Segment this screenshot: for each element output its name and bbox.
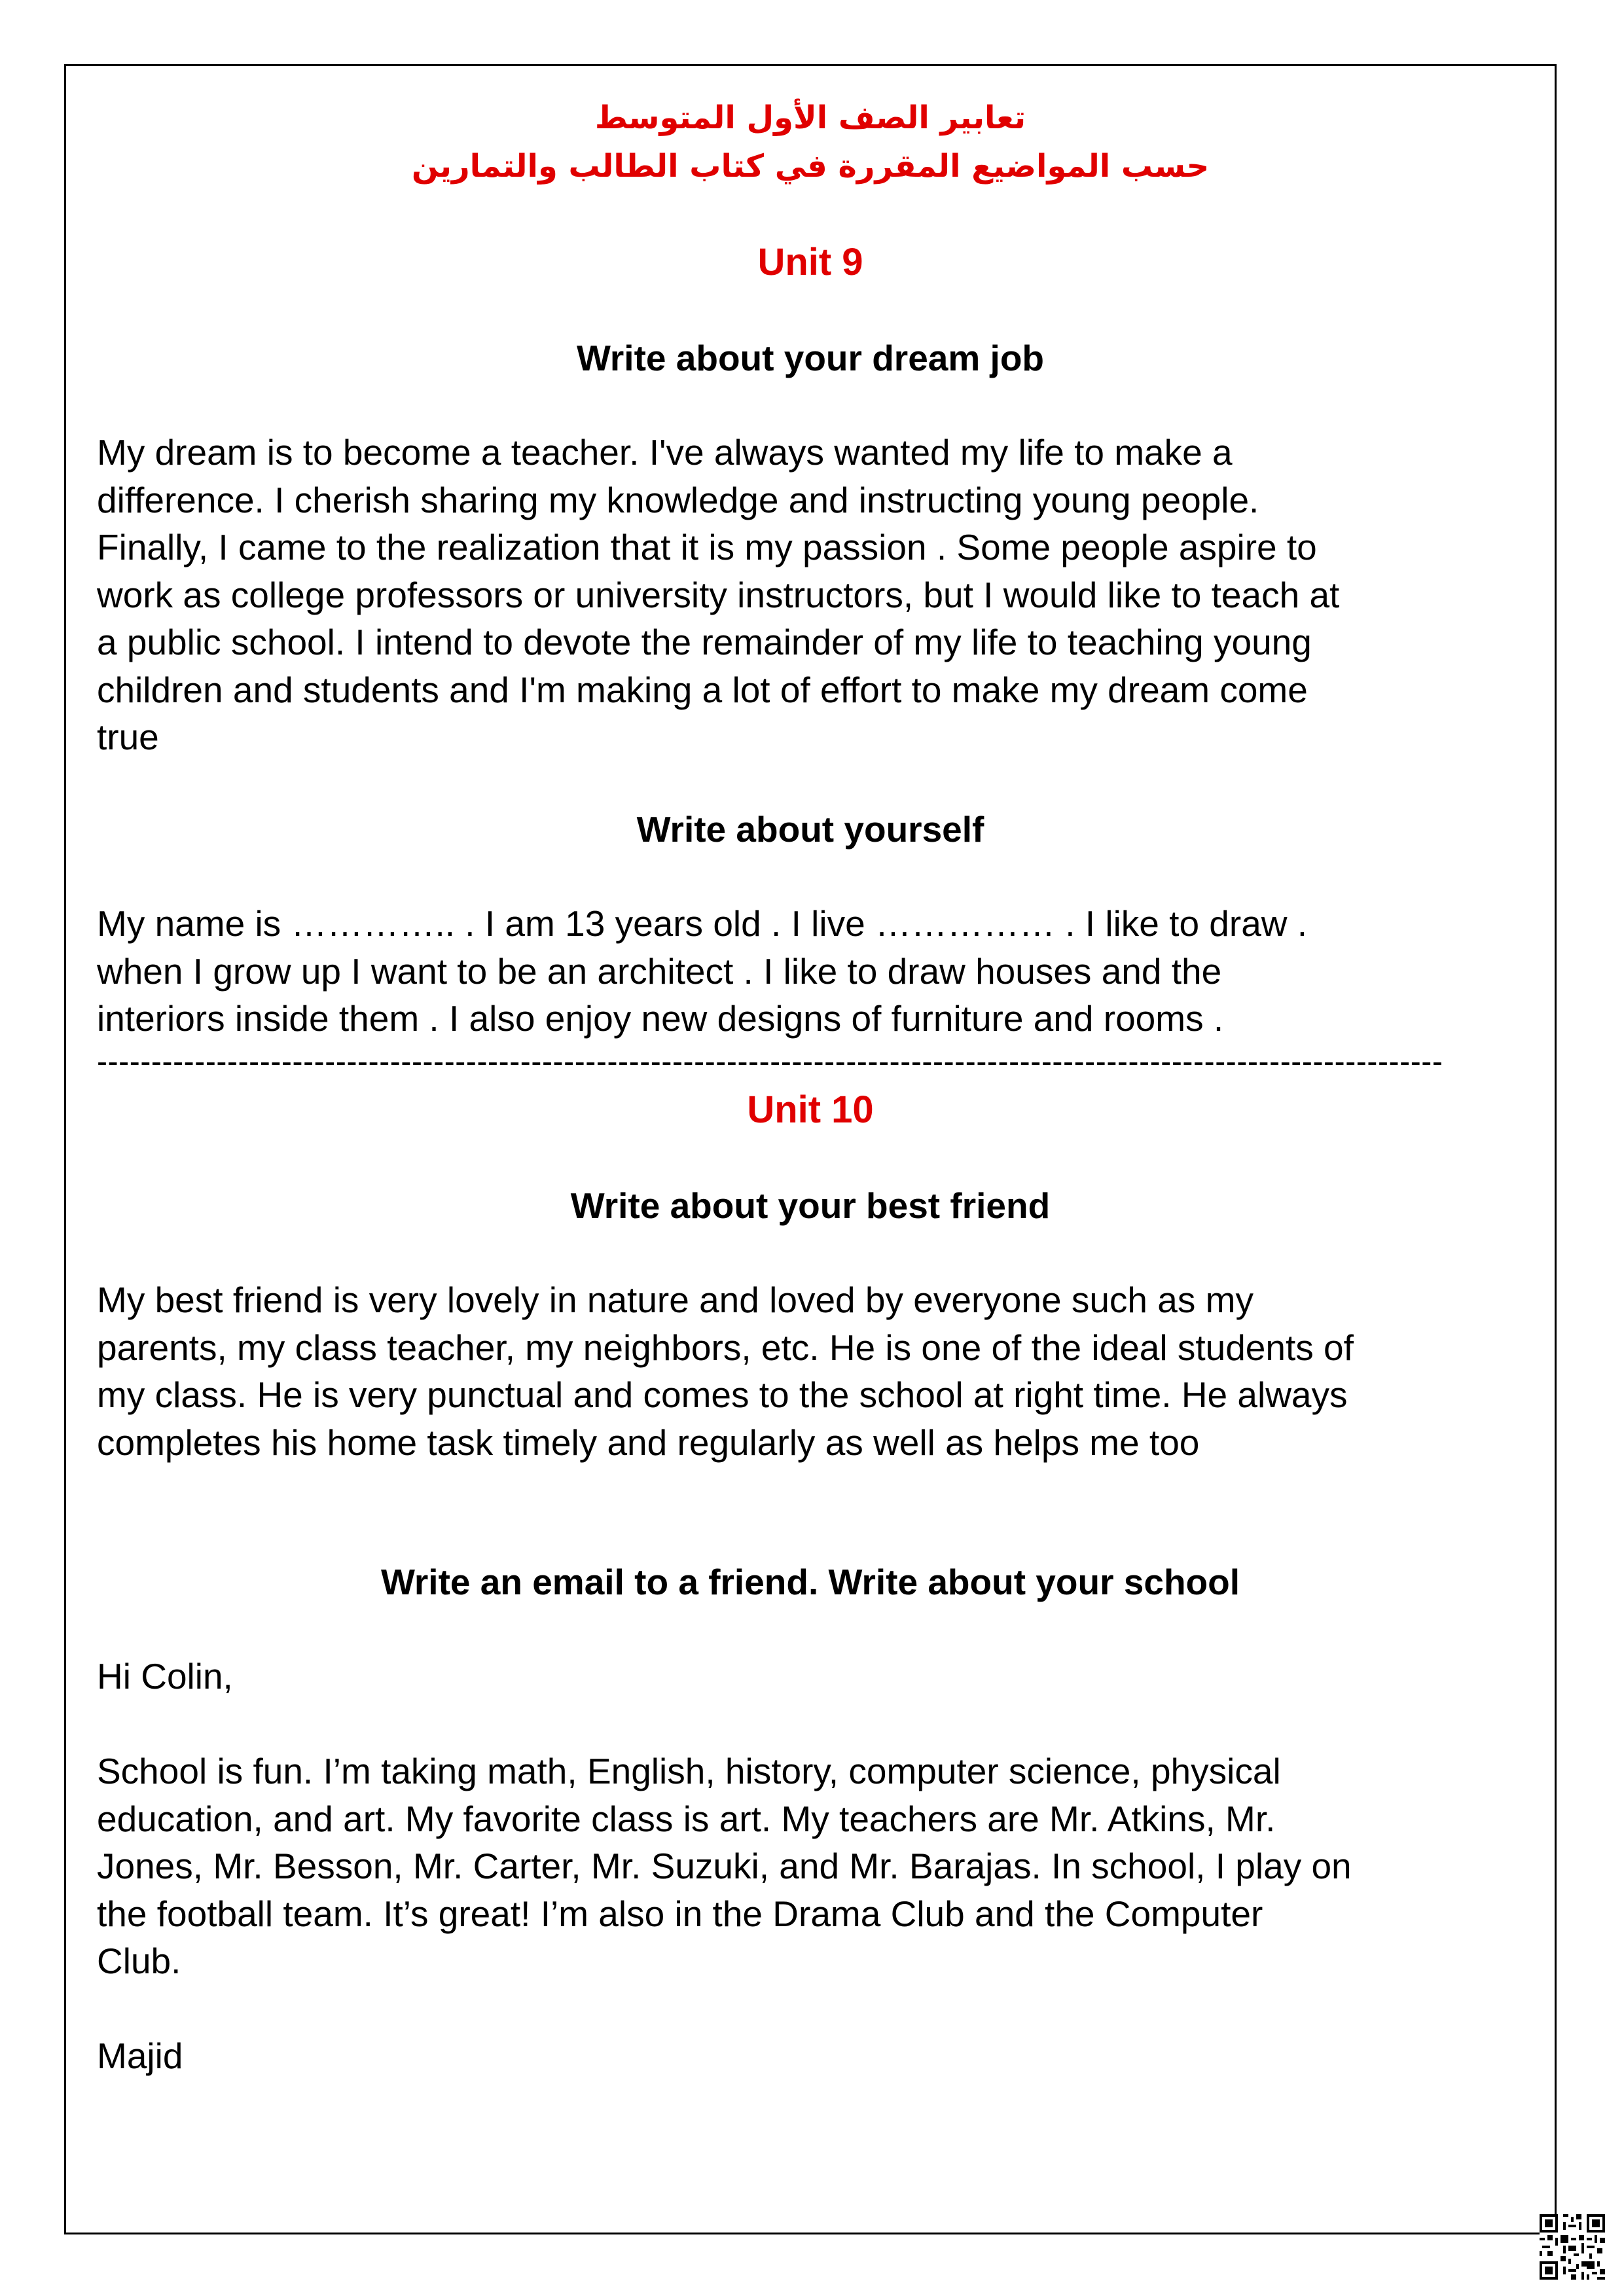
text-line: interiors inside them . I also enjoy new designs of furniture and rooms . — [97, 998, 1224, 1039]
text-line: completes his home task timely and regularly as well as helps me too — [97, 1422, 1200, 1463]
text-line: Finally, I came to the realization that it is my passion . Some people aspire to — [97, 527, 1317, 567]
arabic-subtitle: حسب المواضيع المقررة في كتاب الطالب والتمارين — [411, 148, 1210, 185]
arabic-title: تعابير الصف الأول المتوسط — [594, 99, 1026, 136]
text-line: a public school. I intend to devote the remainder of my life to teaching young — [97, 622, 1312, 662]
text-line: Club. — [97, 1941, 181, 1981]
text-line: Jones, Mr. Besson, Mr. Carter, Mr. Suzuki, and Mr. Barajas. In school, I play on — [97, 1846, 1352, 1886]
unit-10-title: Unit 10 — [747, 1088, 874, 1131]
section-separator: ---------------------------------------------------------------------------------------------------------------------------- — [97, 1045, 1443, 1079]
text-line: School is fun. I’m taking math, English, history, computer science, physical — [97, 1751, 1281, 1791]
text-line: My dream is to become a teacher. I've always wanted my life to make a — [97, 432, 1233, 473]
email-body — [97, 1748, 1537, 1985]
text-line: true — [97, 717, 159, 757]
qr-code-icon — [1540, 2214, 1605, 2280]
email-heading: Write an email to a friend. Write about your school — [380, 1562, 1240, 1602]
text-line: My best friend is very lovely in nature and loved by everyone such as my — [97, 1280, 1254, 1320]
text-line: difference. I cherish sharing my knowledge and instructing young people. — [97, 479, 1259, 520]
unit-9-title: Unit 9 — [757, 241, 863, 283]
email-greeting: Hi Colin, — [97, 1656, 233, 1696]
text-line: work as college professors or university instructors, but I would like to teach at — [97, 574, 1340, 615]
email-signature: Majid — [97, 2036, 183, 2076]
best-friend-heading: Write about your best friend — [570, 1185, 1051, 1226]
text-line: my class. He is very punctual and comes to the school at right time. He always — [97, 1374, 1348, 1415]
text-line: the football team. It’s great! I’m also in the Drama Club and the Computer — [97, 1893, 1263, 1934]
yourself-paragraph — [97, 900, 1537, 1043]
text-line: My name is ………….. . I am 13 years old . I live …………… . I like to draw . — [97, 903, 1308, 944]
text-line: education, and art. My favorite class is art. My teachers are Mr. Atkins, Mr. — [97, 1798, 1276, 1839]
text-line: parents, my class teacher, my neighbors, etc. He is one of the ideal students of — [97, 1327, 1354, 1368]
dream-job-paragraph — [97, 429, 1537, 761]
yourself-heading: Write about yourself — [636, 809, 984, 850]
best-friend-paragraph — [97, 1276, 1537, 1466]
dream-job-heading: Write about your dream job — [576, 338, 1045, 378]
text-line: when I grow up I want to be an architect . I like to draw houses and the — [97, 950, 1222, 992]
text-line: children and students and I'm making a lot of effort to make my dream come — [97, 669, 1308, 710]
